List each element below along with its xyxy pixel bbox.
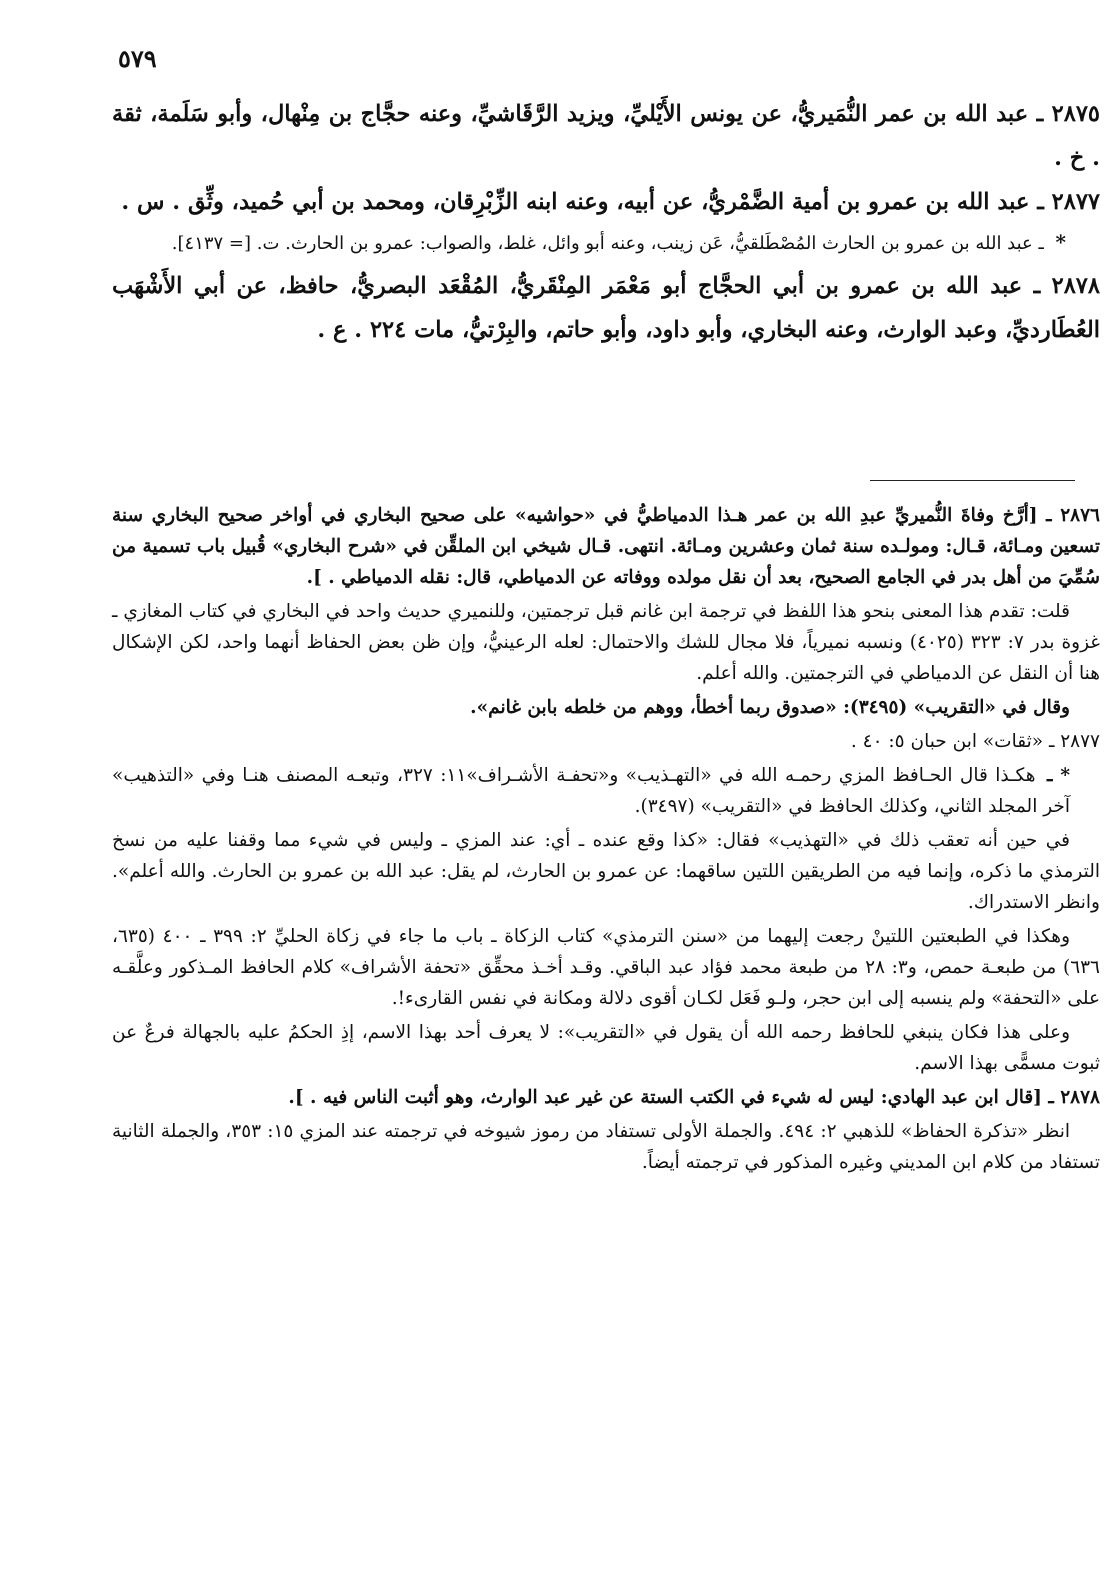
- entry-2875: [112, 92, 1100, 180]
- note-2877-starred: [112, 760, 1070, 822]
- page-number: ٥٧٩: [118, 44, 157, 73]
- entry-text: عبد الله بن عمرو بن الحارث المُصْطَلقيُّ، عَن زينب، وعنه أبو وائل، غلط، والصواب: عمرو بن الحارث. ت. [= ٤١٣٧].: [171, 233, 1033, 254]
- asterisk-icon: *: [1055, 230, 1066, 254]
- entry-dash: ـ: [1028, 101, 1044, 127]
- footnote-divider: [870, 480, 1075, 481]
- biography-entries: [112, 92, 1100, 352]
- note-2876-paragraph: قلت: تقدم هذا المعنى بنحو هذا اللفظ في ترجمة ابن غانم قبل ترجمتين، وللنميري حديث واحد في البخاري في كتاب المغازي ـ غزوة بدر ٧: ٣٢٣ (٤٠٢٥) ونسبه نميرياً، فلا مجال للشك والاحتمال: لعله الرعينيُّ، وإن ظن بعض الحفاظ أنهما واحد، لكن الإشكال هنا أن النقل عن الدمياطي في الترجمتين. والله أعلم.: [112, 601, 1100, 684]
- note-2878-heading: ٢٨٧٨ ـ [قال ابن عبد الهادي: ليس له شيء في الكتب الستة عن غير عبد الوارث، وهو أثبت الناس فيه . ].: [288, 1087, 1100, 1108]
- starred-entry: [112, 226, 1066, 260]
- footnotes: [112, 500, 1100, 1181]
- note-2877-paragraph-2: وهكذا في الطبعتين اللتينْ رجعت إليهما من «سنن الترمذي» كتاب الزكاة ـ باب ما جاء في زكاة الحليِّ ٢: ٣٩٩ ـ ٤٠٠ (٦٣٥، ٦٣٦) من طبعـة حمص، و٣: ٢٨ من طبعة محمد فؤاد عبد الباقي. وقـد أخـذ محقِّق «تحفة الأشراف» كلام الحافظ المـذكور وعلَّقـه على «التحفة» ولم ينسبه إلى ابن حجر، ولـو فَعَل لكـان أقوى دلالة ومكانة في نفس القارىء!.: [112, 926, 1100, 1009]
- note-2877-heading: ٢٨٧٧ ـ «ثقات» ابن حبان ٥: ٤٠ .: [850, 731, 1100, 752]
- entry-2877: [112, 180, 1100, 224]
- entry-2878: [112, 264, 1100, 352]
- note-2878-paragraph: انظر «تذكرة الحفاظ» للذهبي ٢: ٤٩٤. والجملة الأولى تستفاد من رموز شيوخه في ترجمته عند المزي ١٥: ٣٥٣، والجملة الثانية تستفاد من كلام ابن المديني وغيره المذكور في ترجمته أيضاً.: [112, 1121, 1100, 1173]
- entry-text: عبد الله بن عمر النُّمَيريُّ، عن يونس الأَيْليِّ، ويزيد الرَّقَاشيِّ، وعنه حجَّاج بن مِنْهال، وأبو سَلَمة، ثقة . خ .: [112, 101, 1100, 171]
- entry-dash: ـ: [1029, 189, 1044, 215]
- note-2876-heading: ٢٨٧٦ ـ [أرَّخ وفاةَ النُّميريِّ عبدِ الله بن عمر هـذا الدمياطيُّ في «حواشيه» على صحيح البخاري في أواخر صحيح البخاري سنة تسعين ومـائة، قـال: ومولـده سنة ثمان وعشرين ومـائة. انتهى. قـال شيخي ابن الملقِّن في «شرح البخاري» قُبيل باب تسمية من سُمِّيَ من أهل بدر في الجامع الصحيح، بعد أن نقل مولده ووفاته عن الدمياطي، قال: نقله الدمياطي . ].: [112, 505, 1100, 588]
- entry-dash: ـ: [1032, 233, 1044, 254]
- note-2877-paragraph-3: وعلى هذا فكان ينبغي للحافظ رحمه الله أن يقول في «التقريب»: لا يعرف أحد بهذا الاسم، إذِ الحكمُ عليه بالجهالة فرعٌ عن ثبوت مسمًّى بهذا الاسم.: [112, 1022, 1100, 1074]
- note-2877-paragraph-1: في حين أنه تعقب ذلك في «التهذيب» فقال: «كذا وقع عنده ـ أي: عند المزي ـ وليس في شيء مما وقفنا عليه من نسخ الترمذي ما ذكره، وإنما فيه من الطريقين اللتين ساقهما: عن عمرو بن الحارث، لم يقل: عبد الله بن عمرو بن الحارث. والله أعلم». وانظر الاستدراك.: [112, 830, 1100, 913]
- entry-text: عبد الله بن عمرو بن أبي الحجَّاج أبو مَعْمَر المِنْقَريُّ، المُقْعَد البصريُّ، حافظ، عن أبي الأَشْهَب العُطَارديِّ، وعبد الوارث، وعنه البخاري، وأبو داود، وأبو حاتم، والبِرْتيُّ، مات ٢٢٤ . ع .: [112, 273, 1100, 343]
- entry-dash: ـ: [1022, 273, 1041, 299]
- entry-number: ٢٨٧٧: [1051, 189, 1100, 215]
- asterisk-icon: * ـ: [1046, 765, 1071, 786]
- entry-number: ٢٨٧٥: [1051, 101, 1100, 127]
- entry-text: عبد الله بن عمرو بن أمية الضَّمْريُّ، عن أبيه، وعنه ابنه الزِّبْرِقان، ومحمد بن أبي حُميد، وثِّق . س .: [121, 189, 1030, 215]
- entry-number: ٢٨٧٨: [1051, 273, 1100, 299]
- note-text: هكـذا قال الحـافظ المزي رحمـه الله في «التهـذيب» و«تحفـة الأشـراف»١١: ٣٢٧، وتبعـه المصنف هنـا وفي «التذهيب» آخر المجلد الثاني، وكذلك الحافظ في «التقريب» (٣٤٩٧).: [112, 765, 1070, 817]
- note-2876-taqrib: وقال في «التقريب» (٣٤٩٥): «صدوق ربما أخطأ، ووهم من خلطه بابن غانم».: [470, 697, 1070, 718]
